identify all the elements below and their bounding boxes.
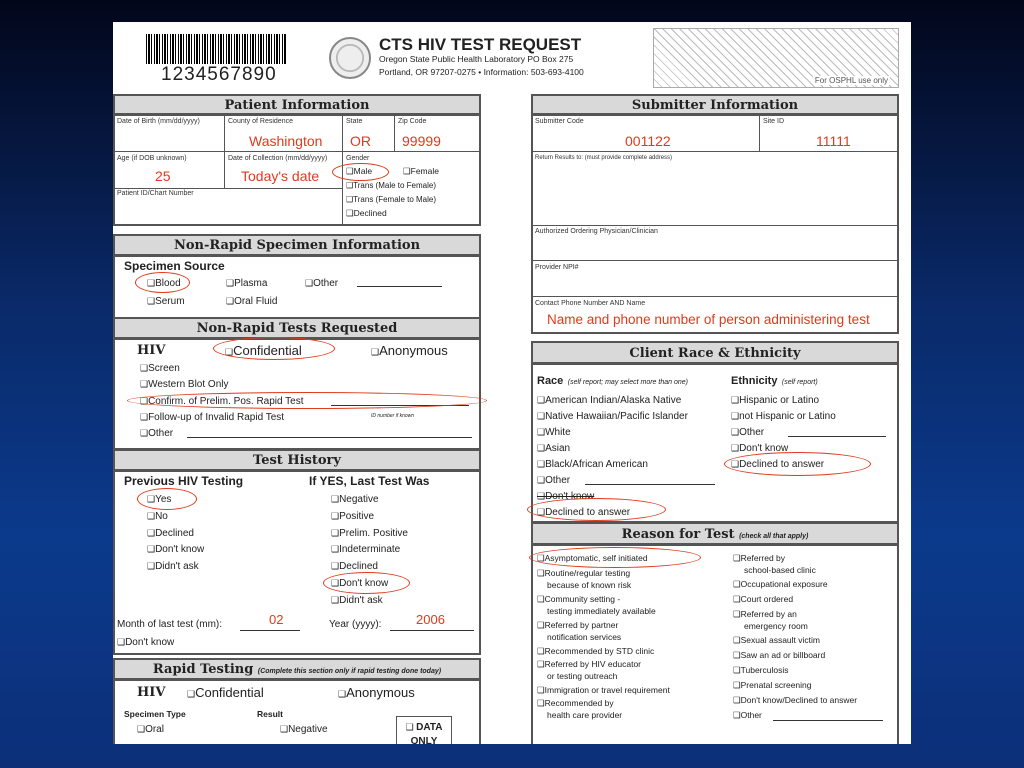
reason-item[interactable]: ❑ Recommended by STD clinic bbox=[537, 646, 654, 657]
prev-no-checkbox[interactable]: ❑ No bbox=[147, 509, 168, 524]
site-id-label: Site ID bbox=[763, 118, 785, 125]
physician-label: Authorized Ordering Physician/Clinician bbox=[535, 228, 658, 235]
blood-checkbox[interactable]: ❑ Blood bbox=[147, 276, 181, 291]
ethnicity-note: (self report) bbox=[781, 379, 818, 386]
ethnicity-item[interactable]: ❑ Don't know bbox=[731, 441, 788, 456]
race-other-line[interactable] bbox=[585, 484, 715, 485]
form-title: CTS HIV TEST REQUEST bbox=[379, 35, 582, 54]
race-item[interactable]: ❑ Black/African American bbox=[537, 457, 648, 472]
data-only-box bbox=[396, 716, 452, 744]
provider-npi-label: Provider NPI# bbox=[535, 264, 579, 271]
rapid-confidential-checkbox[interactable]: ❑ Confidential bbox=[187, 685, 264, 702]
return-results-label: Return Results to: (must provide complete address) bbox=[535, 155, 673, 161]
collection-date-label: Date of Collection (mm/dd/yyyy) bbox=[228, 155, 328, 162]
specimen-type-label: Specimen Type bbox=[124, 709, 186, 719]
reason-item[interactable]: ❑ Immigration or travel requirement bbox=[537, 685, 670, 696]
form-sheet bbox=[113, 22, 911, 744]
state-value[interactable]: OR bbox=[350, 133, 371, 149]
reason-item[interactable]: ❑ Tuberculosis bbox=[733, 665, 789, 676]
race-declined-circle bbox=[527, 498, 666, 521]
reason-item[interactable]: ❑ Recommended by bbox=[537, 698, 614, 709]
ethnicity-item[interactable]: ❑ not Hispanic or Latino bbox=[731, 409, 836, 424]
reason-item[interactable]: ❑ Asymptomatic, self initiated bbox=[537, 553, 648, 564]
reason-item[interactable]: ❑ Court ordered bbox=[733, 594, 793, 605]
specimen-heading: Non-Rapid Specimen Information bbox=[113, 234, 481, 256]
reason-heading-note: (check all that apply) bbox=[739, 533, 809, 540]
screen-checkbox[interactable]: ❑ Screen bbox=[140, 361, 180, 376]
office-use-box bbox=[653, 28, 899, 88]
last-didnt-ask-checkbox[interactable]: ❑ Didn't ask bbox=[331, 593, 383, 608]
gender-declined-checkbox[interactable]: ❑ Declined bbox=[346, 208, 387, 219]
reason-item[interactable]: ❑ Referred by bbox=[733, 553, 785, 564]
year-label: Year (yyyy): bbox=[329, 619, 382, 630]
month-line[interactable] bbox=[240, 630, 300, 631]
lab-address-line1: Oregon State Public Health Laboratory PO Box 275 bbox=[379, 54, 574, 64]
rapid-oral-checkbox[interactable]: ❑ Oral bbox=[137, 722, 164, 737]
submitter-code-value[interactable]: 001122 bbox=[625, 133, 671, 149]
specimen-other-checkbox[interactable]: ❑ Other bbox=[305, 276, 338, 291]
reason-item[interactable]: ❑ Saw an ad or billboard bbox=[733, 650, 825, 661]
ethnicity-item[interactable]: ❑ Other bbox=[731, 425, 764, 440]
patient-info-heading: Patient Information bbox=[113, 94, 481, 115]
tests-other-line[interactable] bbox=[187, 437, 472, 438]
age-label: Age (if DOB unknown) bbox=[117, 155, 187, 162]
county-label: County of Residence bbox=[228, 118, 293, 125]
reason-item[interactable]: ❑ Occupational exposure bbox=[733, 579, 828, 590]
reason-heading-text: Reason for Test bbox=[621, 527, 735, 542]
site-id-value[interactable]: 11111 bbox=[816, 133, 851, 149]
race-label-row bbox=[537, 371, 688, 389]
ethnicity-item[interactable]: ❑ Hispanic or Latino bbox=[731, 393, 819, 408]
rapid-hiv-label: HIV bbox=[137, 685, 166, 700]
race-item[interactable]: ❑ White bbox=[537, 425, 571, 440]
reason-item[interactable]: ❑ Referred by an bbox=[733, 609, 797, 620]
age-value[interactable]: 25 bbox=[155, 168, 171, 184]
last-positive-checkbox[interactable]: ❑ Positive bbox=[331, 509, 374, 524]
blood-circle bbox=[135, 272, 190, 293]
specimen-other-line[interactable] bbox=[357, 286, 442, 287]
chart-number-label: Patient ID/Chart Number bbox=[117, 190, 194, 197]
reason-item[interactable]: ❑ Referred by partner bbox=[537, 620, 618, 631]
rapid-heading-note: (Complete this section only if rapid testing done today) bbox=[257, 668, 442, 675]
reason-item-cont: because of known risk bbox=[547, 580, 632, 590]
race-item[interactable]: ❑ Asian bbox=[537, 441, 570, 456]
zip-label: Zip Code bbox=[398, 118, 427, 125]
rapid-anonymous-checkbox[interactable]: ❑ Anonymous bbox=[338, 685, 415, 702]
month-dont-know-checkbox[interactable]: ❑ Don't know bbox=[117, 635, 174, 650]
gender-female-checkbox[interactable]: ❑ Female bbox=[403, 166, 439, 177]
confirm-circle bbox=[127, 392, 487, 409]
plasma-checkbox[interactable]: ❑ Plasma bbox=[226, 276, 267, 291]
ethnicity-label: Ethnicity bbox=[731, 375, 778, 387]
submitter-heading: Submitter Information bbox=[531, 94, 899, 115]
contact-value[interactable]: Name and phone number of person administering test bbox=[547, 312, 870, 327]
month-value[interactable]: 02 bbox=[269, 612, 284, 627]
last-indeterminate-checkbox[interactable]: ❑ Indeterminate bbox=[331, 542, 400, 557]
western-blot-checkbox[interactable]: ❑ Western Blot Only bbox=[140, 377, 228, 392]
rapid-heading-text: Rapid Testing bbox=[152, 662, 254, 677]
last-test-label: If YES, Last Test Was bbox=[309, 474, 430, 488]
gender-male-checkbox[interactable]: ❑ Male bbox=[346, 166, 372, 177]
race-item[interactable]: ❑ Other bbox=[537, 473, 570, 488]
tests-confidential-checkbox[interactable]: ❑ Confidential bbox=[225, 343, 302, 360]
race-note: (self report; may select more than one) bbox=[567, 379, 688, 386]
last-negative-checkbox[interactable]: ❑ Negative bbox=[331, 492, 379, 507]
race-item[interactable]: ❑ Declined to answer bbox=[537, 505, 630, 520]
contact-label: Contact Phone Number AND Name bbox=[535, 300, 646, 307]
dob-label: Date of Birth (mm/dd/yyyy) bbox=[117, 118, 200, 125]
reason-item[interactable]: ❑ Community setting - bbox=[537, 594, 620, 605]
race-label: Race bbox=[537, 375, 564, 387]
serum-checkbox[interactable]: ❑ Serum bbox=[147, 294, 185, 309]
reason-item[interactable]: ❑ Sexual assault victim bbox=[733, 635, 820, 646]
office-use-label: For OSPHL use only bbox=[814, 76, 888, 85]
tests-other-checkbox[interactable]: ❑ Other bbox=[140, 426, 173, 441]
collection-date-value[interactable]: Today's date bbox=[241, 168, 320, 184]
last-dont-know-circle bbox=[323, 572, 410, 594]
tests-heading: Non-Rapid Tests Requested bbox=[113, 317, 481, 339]
submitter-code-label: Submitter Code bbox=[535, 118, 584, 125]
data-only-line1: ❑ DATA bbox=[405, 722, 443, 733]
rapid-heading bbox=[113, 658, 481, 680]
state-seal-icon bbox=[329, 37, 371, 79]
prev-didnt-ask-checkbox[interactable]: ❑ Didn't ask bbox=[147, 559, 199, 574]
race-heading: Client Race & Ethnicity bbox=[531, 341, 899, 364]
reason-item-cont: health care provider bbox=[547, 710, 623, 720]
result-label: Result bbox=[257, 709, 283, 719]
reason-heading bbox=[531, 522, 899, 545]
zip-value[interactable]: 99999 bbox=[402, 133, 441, 149]
prev-dont-know-checkbox[interactable]: ❑ Don't know bbox=[147, 542, 204, 557]
confidential-circle bbox=[213, 337, 335, 360]
reason-item[interactable]: ❑ Prenatal screening bbox=[733, 680, 812, 691]
reason-item[interactable]: ❑ Other bbox=[733, 710, 762, 721]
barcode bbox=[146, 34, 286, 64]
reason-item-cont: notification services bbox=[547, 632, 622, 642]
ethnicity-item[interactable]: ❑ Declined to answer bbox=[731, 457, 824, 472]
ethnicity-declined-circle bbox=[724, 452, 871, 476]
confirm-prelim-checkbox[interactable]: ❑ Confirm. of Prelim. Pos. Rapid Test bbox=[140, 394, 304, 409]
lab-address-line2: Portland, OR 97207-0275 • Information: 503-693-4100 bbox=[379, 67, 584, 77]
reason-other-line[interactable] bbox=[773, 720, 883, 721]
reason-item-cont: emergency room bbox=[744, 621, 808, 631]
ethnicity-label-row bbox=[731, 371, 818, 389]
history-heading: Test History bbox=[113, 449, 481, 471]
previous-testing-label: Previous HIV Testing bbox=[124, 474, 244, 488]
reason-item[interactable]: ❑ Don't know/Declined to answer bbox=[733, 695, 857, 706]
year-value[interactable]: 2006 bbox=[416, 612, 445, 627]
barcode-number: 1234567890 bbox=[161, 64, 277, 85]
month-label: Month of last test (mm): bbox=[117, 619, 223, 630]
tests-anonymous-checkbox[interactable]: ❑ Anonymous bbox=[371, 343, 448, 360]
last-declined-checkbox[interactable]: ❑ Declined bbox=[331, 559, 378, 574]
race-item[interactable]: ❑ American Indian/Alaska Native bbox=[537, 393, 681, 408]
prev-declined-checkbox[interactable]: ❑ Declined bbox=[147, 526, 194, 541]
specimen-source-label: Specimen Source bbox=[124, 259, 225, 273]
prev-yes-checkbox[interactable]: ❑ Yes bbox=[147, 492, 171, 507]
gender-trans-mf-checkbox[interactable]: ❑ Trans (Male to Female) bbox=[346, 180, 436, 191]
state-label: State bbox=[346, 118, 363, 125]
last-dont-know-checkbox[interactable]: ❑ Don't know bbox=[331, 576, 388, 591]
gender-trans-fm-checkbox[interactable]: ❑ Trans (Female to Male) bbox=[346, 194, 436, 205]
reason-item[interactable]: ❑ Referred by HIV educator bbox=[537, 659, 641, 670]
last-prelim-checkbox[interactable]: ❑ Prelim. Positive bbox=[331, 526, 408, 541]
gender-label: Gender bbox=[346, 155, 370, 162]
reason-asymptomatic-circle bbox=[529, 547, 701, 568]
county-value[interactable]: Washington bbox=[249, 133, 323, 149]
ethnicity-other-line[interactable] bbox=[788, 436, 886, 437]
data-only-line2: ONLY bbox=[410, 736, 438, 744]
prev-yes-circle bbox=[137, 488, 197, 510]
reason-item-cont: school-based clinic bbox=[744, 565, 816, 575]
reason-item[interactable]: ❑ Routine/regular testing bbox=[537, 568, 630, 579]
year-line[interactable] bbox=[390, 630, 474, 631]
followup-invalid-checkbox[interactable]: ❑ Follow-up of Invalid Rapid Test bbox=[140, 410, 284, 425]
gender-male-circle bbox=[332, 163, 389, 181]
race-item[interactable]: ❑ Native Hawaiian/Pacific Islander bbox=[537, 409, 688, 424]
race-item[interactable]: ❑ Don't know bbox=[537, 489, 594, 504]
oral-fluid-checkbox[interactable]: ❑ Oral Fluid bbox=[226, 294, 277, 309]
reason-item-cont: testing immediately available bbox=[547, 606, 656, 616]
id-known-note: ID number if known bbox=[371, 413, 415, 419]
rapid-negative-checkbox[interactable]: ❑ Negative bbox=[280, 722, 328, 737]
reason-item-cont: or testing outreach bbox=[547, 671, 618, 681]
tests-hiv-label: HIV bbox=[137, 343, 166, 358]
